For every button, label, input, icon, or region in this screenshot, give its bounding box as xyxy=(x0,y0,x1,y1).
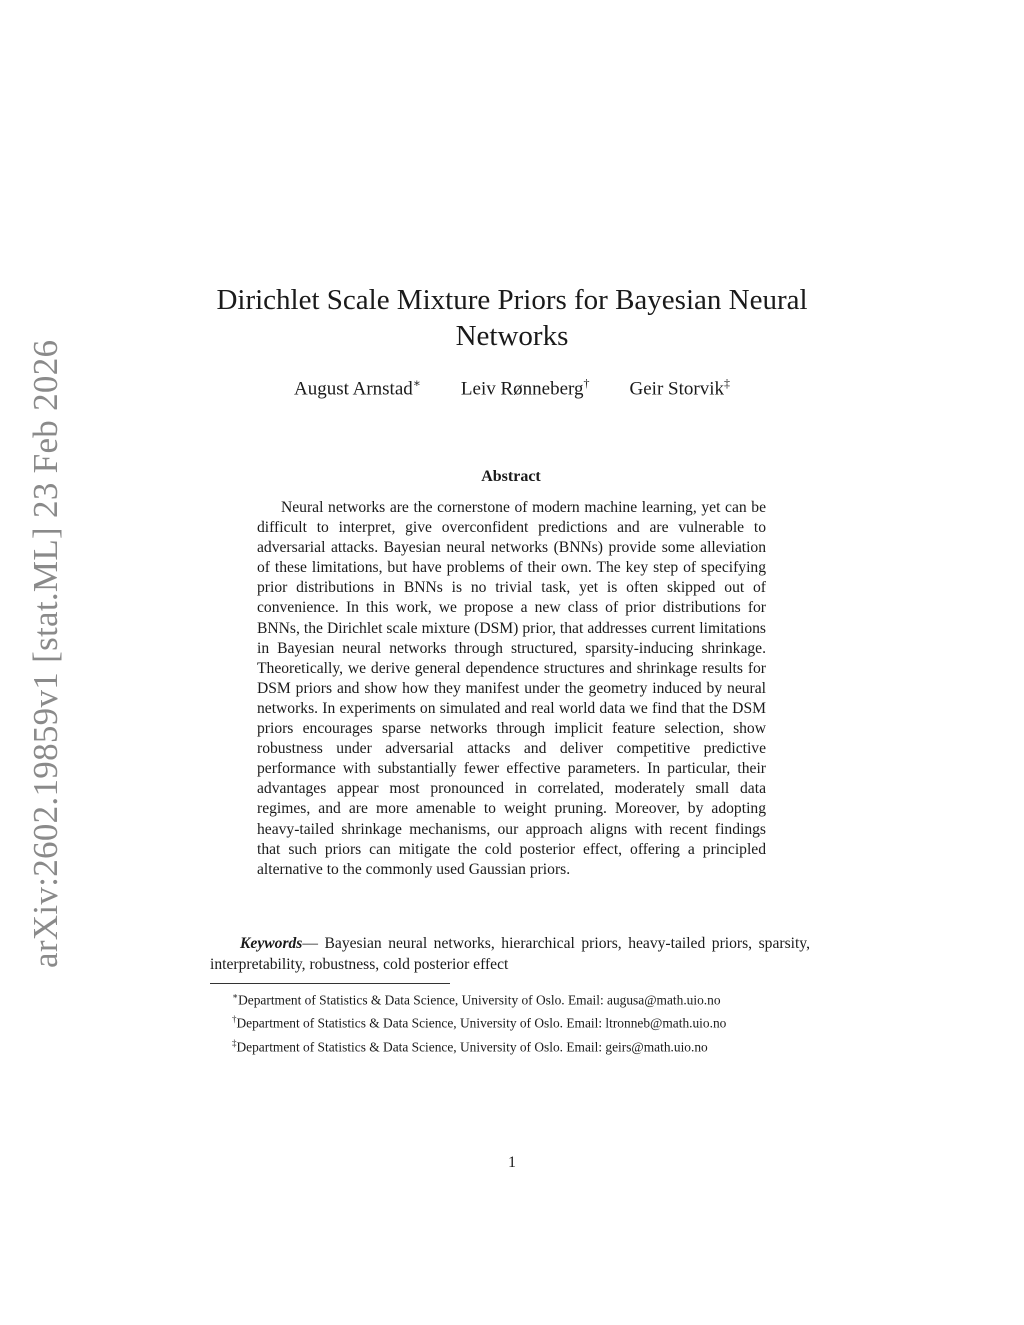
author-1 xyxy=(294,376,421,400)
footnote-mark: † xyxy=(232,1014,237,1025)
title-line-2: Networks xyxy=(455,320,569,352)
keywords-list: Bayesian neural networks, hierarchical priors, heavy-tailed priors, sparsity, interpretability, robustness, cold posterior effect xyxy=(210,935,810,973)
author-name: Geir Storvik xyxy=(629,378,724,400)
author-3 xyxy=(630,376,730,400)
footnote-mark: ‡ xyxy=(232,1037,237,1048)
author-2 xyxy=(461,376,590,400)
footnote-mark: ‡ xyxy=(723,376,730,390)
footnote-2 xyxy=(210,1010,810,1032)
keywords-dash: — xyxy=(302,935,318,952)
footnote-mark: ∗ xyxy=(412,376,421,390)
abstract-text: Neural networks are the cornerstone of modern machine learning, yet can be difficult to interpret, give overconfident predictions and are vulnerable to adversarial attacks. Bayesian neural networks (BNNs) provide some alleviation of these limitations, but have problems of their own. The key step of specifying prior distributions in BNNs is no trivial task, yet is often skipped out of convenience. In this work, we propose a new class of prior distributions for BNNs, the Dirichlet scale mixture (DSM) prior, that addresses current limitations in Bayesian neural networks through structured, sparsity-inducing shrinkage. Theoretically, we derive general dependence structures and shrinkage results for DSM priors and show how they manifest under the geometry induced by neural networks. In experiments on simulated and real world data we find that the DSM priors encourages sparse networks through implicit feature selection, show robustness under adversarial attacks and deliver competitive predictive performance with substantially fewer effective parameters. In particular, their advantages appear most pronounced in correlated, moderately small data regimes, and are more amenable to weight pruning. Moreover, by adopting heavy-tailed shrinkage mechanisms, our approach aligns with recent findings that such priors can mitigate the cold posterior effect, offering a principled alternative to the commonly used Gaussian priors. xyxy=(257,499,766,878)
footnote-text: Department of Statistics & Data Science, University of Oslo. Email: geirs@math.uio.no xyxy=(236,1039,708,1055)
footnote-mark: ∗ xyxy=(232,991,239,1001)
page-number: 1 xyxy=(508,1154,516,1171)
keywords-label: Keywords xyxy=(240,935,303,952)
footnote-text: Department of Statistics & Data Science, University of Oslo. Email: augusa@math.uio.no xyxy=(238,992,721,1008)
footnote-3 xyxy=(210,1034,810,1056)
footnote-1 xyxy=(210,987,810,1009)
keywords-block xyxy=(210,933,810,975)
footnote-text: Department of Statistics & Data Science, University of Oslo. Email: ltronneb@math.uio.no xyxy=(236,1015,727,1031)
paper-title xyxy=(190,282,834,354)
arxiv-identifier-stamp: arXiv:2602.19859v1 [stat.ML] 23 Feb 2026 xyxy=(26,339,65,968)
title-line-1: Dirichlet Scale Mixture Priors for Bayesian Neural xyxy=(216,284,808,316)
author-list xyxy=(200,376,824,400)
footnotes xyxy=(210,987,810,1057)
footnote-divider xyxy=(210,983,450,984)
abstract-heading: Abstract xyxy=(481,468,541,485)
author-name: August Arnstad xyxy=(294,378,413,400)
footnote-mark: † xyxy=(583,376,590,390)
author-name: Leiv Rønneberg xyxy=(460,378,584,400)
